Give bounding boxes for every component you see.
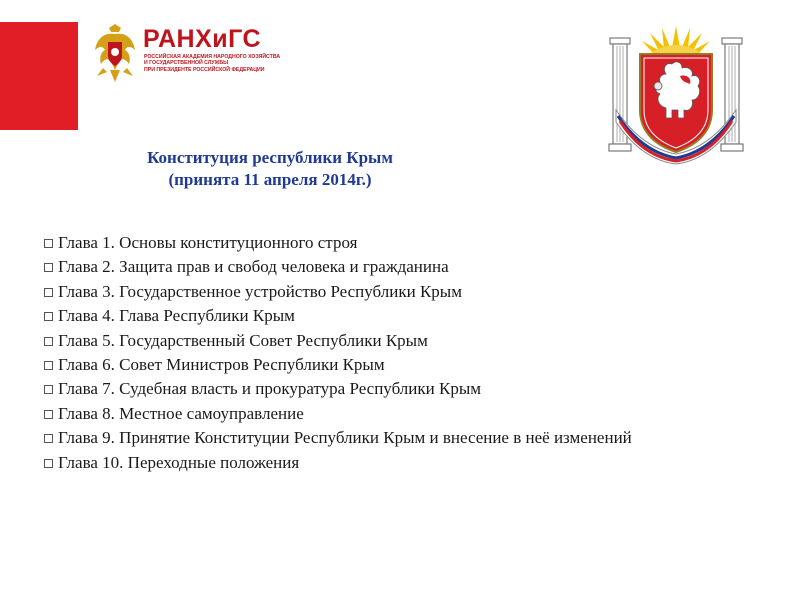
hollow-square-bullet-icon: [44, 434, 53, 443]
chapter-list: [44, 231, 744, 475]
list-item: [44, 402, 744, 426]
logo-name: РАНХиГС: [143, 25, 262, 53]
chapter-text: Глава 7. Судебная власть и прокуратура Республики Крым: [58, 379, 482, 399]
hollow-square-bullet-icon: [44, 263, 53, 272]
page-title: [60, 147, 480, 191]
hollow-square-bullet-icon: [44, 312, 53, 321]
hollow-square-bullet-icon: [44, 239, 53, 248]
chapter-text: Глава 2. Защита прав и свобод человека и гражданина: [58, 257, 449, 277]
double-headed-eagle-icon: [93, 24, 137, 84]
chapter-text: Глава 9. Принятие Конституции Республики Крым и внесение в неё изменений: [58, 428, 632, 448]
chapter-text: Глава 10. Переходные положения: [58, 452, 300, 472]
chapter-text: Глава 1. Основы конституционного строя: [58, 233, 358, 252]
list-item: [44, 353, 744, 377]
chapter-text: Глава 8. Местное самоуправление: [58, 403, 304, 423]
list-item: [44, 231, 744, 255]
list-item: [44, 329, 744, 353]
list-item: [44, 304, 744, 328]
list-item: [44, 451, 744, 475]
logo-subtitle: [144, 54, 294, 73]
list-item: [44, 426, 738, 450]
logo-subtitle-line: ПРИ ПРЕЗИДЕНТЕ РОССИЙСКОЙ ФЕДЕРАЦИИ: [144, 66, 265, 73]
chapter-text: Глава 4. Глава Республики Крым: [58, 306, 295, 326]
red-accent-block: [0, 22, 78, 130]
ranepa-logo: [93, 24, 293, 86]
chapter-text: Глава 6. Совет Министров Республики Крым: [58, 355, 385, 375]
list-item: [44, 377, 744, 401]
logo-subtitle-line: И ГОСУДАРСТВЕННОЙ СЛУЖБЫ: [144, 60, 229, 67]
hollow-square-bullet-icon: [44, 337, 53, 346]
hollow-square-bullet-icon: [44, 385, 53, 394]
logo-subtitle-line: РОССИЙСКАЯ АКАДЕМИЯ НАРОДНОГО ХОЗЯЙСТВА: [144, 54, 281, 60]
chapter-text: Глава 5. Государственный Совет Республики Крым: [58, 330, 428, 350]
hollow-square-bullet-icon: [44, 459, 53, 468]
list-item: [44, 255, 744, 279]
crimea-coat-of-arms-icon: [602, 18, 750, 168]
chapter-text: Глава 3. Государственное устройство Республики Крым: [58, 281, 462, 301]
title-line-1: Конституция республики Крым: [147, 148, 393, 167]
hollow-square-bullet-icon: [44, 288, 53, 297]
list-item: [44, 280, 744, 304]
title-line-2: (принята 11 апреля 2014г.): [168, 170, 372, 189]
hollow-square-bullet-icon: [44, 361, 53, 370]
hollow-square-bullet-icon: [44, 410, 53, 419]
